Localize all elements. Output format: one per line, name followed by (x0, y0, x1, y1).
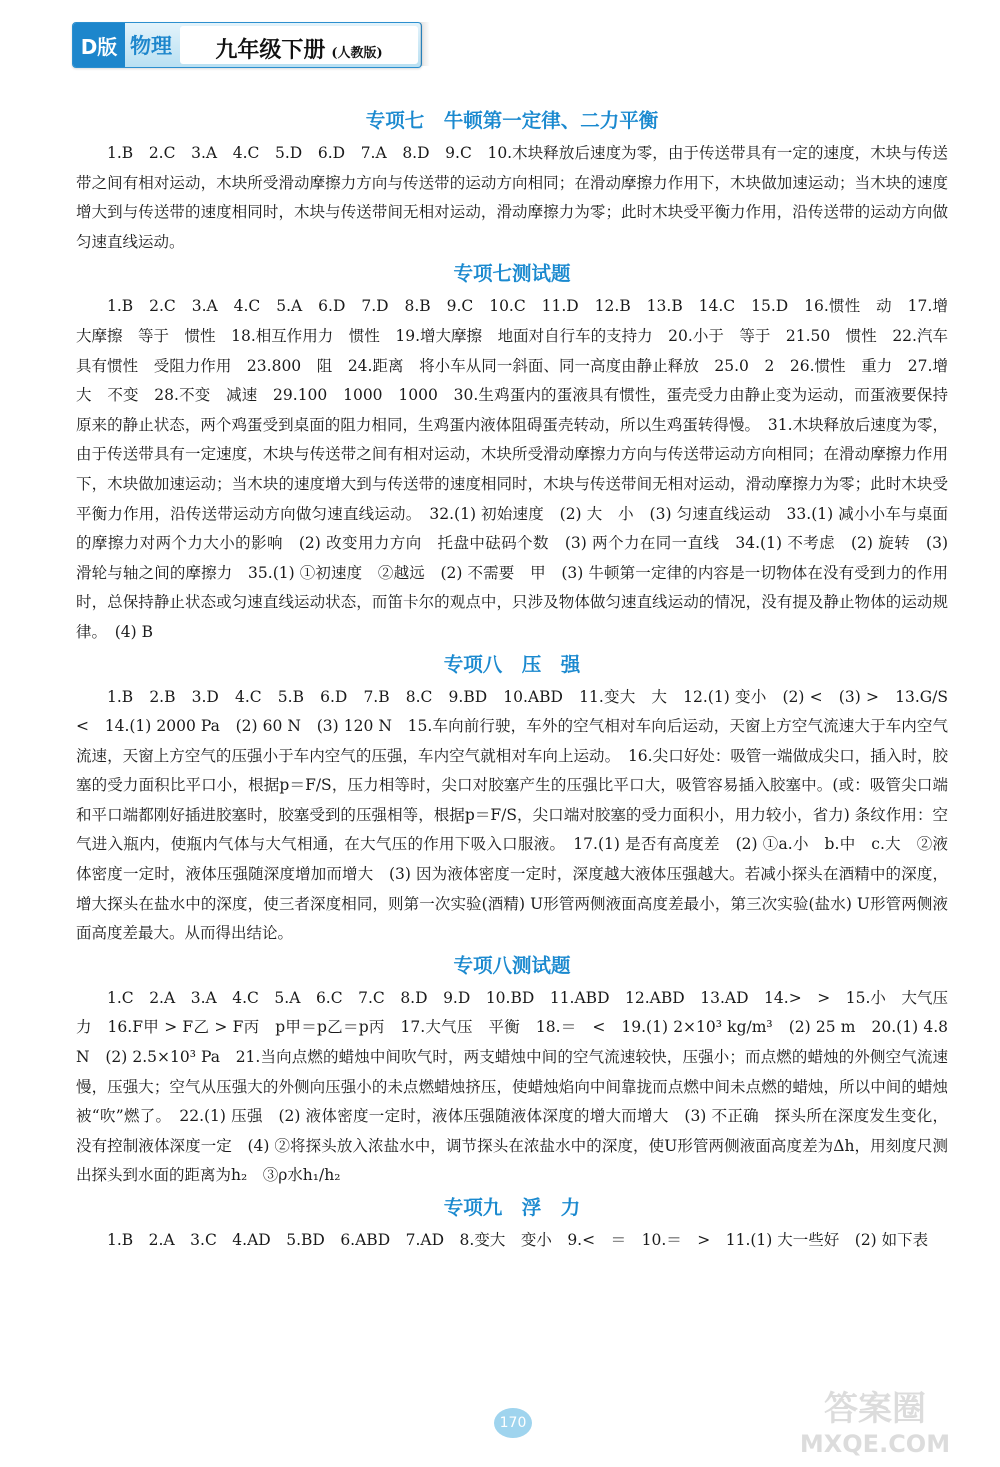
section-answers: 1.B 2.C 3.A 4.C 5.D 6.D 7.A 8.D 9.C 10.木块释放后速度为零，由于传送带具有一定的速度，木块与传送带之间有相对运动，木块所受滑动摩擦力方向与传送带的运动方向相同；在滑动摩擦力作用下，木块做加速运动；当木块的速度增大到与传送带的速度相同时，木块与传送带间无相对运动，滑动摩擦力为零；此时木块受平衡力作用，沿传送带的运动方向做匀速直线运动。 (76, 144, 948, 251)
section-title: 专项八 压 强 (443, 652, 581, 676)
section-title: 专项八测试题 (453, 953, 571, 977)
edition-badge: D版 (73, 23, 125, 67)
section-answers: 1.C 2.A 3.A 4.C 5.A 6.C 7.C 8.D 9.D 10.BD 11.ABD 12.ABD 13.AD 14.> > 15.小 大气压力 16.F甲 > F乙 > F丙 p甲＝p乙＝p丙 17.大气压 平衡 18.＝ < 19.(1) 2×10³ kg/m³ (2) 25 m 20.(1) 4.8 N (2) 2.5×10³ Pa 21.当向点燃的蜡烛中间吹气时，两支蜡烛中间的空气流速较快，压强小；而点燃的蜡烛的外侧空气流速慢，压强大；空气从压强大的外侧向压强小的未点燃蜡烛挤压，使蜡烛焰向中间靠拢而点燃中间未点燃的蜡烛，所以中间的蜡烛被“吹”燃了。 22.(1) 压强 (2) 液体密度一定时，液体压强随液体深度的增大而增大 (3) 不正确 探头所在深度发生变化，没有控制液体深度一定 (4) ②将探头放入浓盐水中，调节探头在浓盐水中的深度，使U形管两侧液面高度差为Δh，用刻度尺测出探头到水面的距离为h₂ ③ρ水h₁/h₂ (76, 988, 948, 1185)
section-title: 专项七测试题 (453, 262, 571, 286)
section-title: 专项九 浮 力 (443, 1196, 581, 1219)
watermark-en: MXQE.COM (799, 1430, 951, 1458)
version-label: (人教版) (331, 46, 383, 61)
section-8-test (76, 951, 948, 1191)
section-7 (76, 106, 948, 257)
section-answers: 1.B 2.A 3.C 4.AD 5.BD 6.ABD 7.AD 8.变大 变小 9.< ＝ 10.＝ > 11.(1) 大一些好 (2) 如下表 (107, 1231, 929, 1249)
header-banner (72, 22, 422, 68)
section-title: 专项七 牛顿第一定律、二力平衡 (365, 109, 659, 132)
section-8 (76, 650, 964, 949)
banner-shadow (420, 22, 430, 66)
watermark-logo (790, 1382, 960, 1458)
section-answers: 1.B 2.B 3.D 4.C 5.B 6.D 7.B 8.C 9.BD 10.ABD 11.变大 大 12.(1) 变小 (2) < (3) > 13.G/S < 14.(1) 2000 Pa (2) 60 N (3) 120 N 15.车向前行驶，车外的空气相对车向后运动，天窗上方空气流速大于车内空气流速，天窗上方空气的压强小于车内空气的压强，车内空气就相对车向上运动。 16.尖口好处：吸管一端做成尖口，插入时，胶塞的受力面积比平口小，根据p＝F/S，压力相等时，尖口对胶塞产生的压强比平口大，吸管容易插入胶塞中。(或：吸管尖口端和平口端都刚好插进胶塞时，胶塞受到的压强相等，根据p＝F/S，尖口端对胶塞的受力面积小，用力较小，省力) 条纹作用：空气进入瓶内，使瓶内气体与大气相通，在大气压的作用下吸入口服液。 17.(1) 是否有高度差 (2) ①a.小 b.中 c.大 ②液体密度一定时，液体压强随深度增加而增大 (3) 因为液体密度一定时，深度越大液体压强越大。若减小探头在酒精中的深度，增大探头在盐水中的深度，使三者深度相同，则第一次实验(酒精) U形管两侧液面高度差最小，第三次实验(盐水) U形管两侧液面高度差最大。从而得出结论。 (76, 687, 964, 943)
section-7-test (76, 259, 948, 647)
grade-label: 九年级下册 (215, 37, 326, 63)
answer-content (76, 104, 964, 1256)
page-number: 170 (494, 1408, 532, 1438)
subject-label: 物理 (130, 33, 172, 58)
section-answers: 1.B 2.C 3.A 4.C 5.A 6.D 7.D 8.B 9.C 10.C 11.D 12.B 13.B 14.C 15.D 16.惯性 动 17.增大摩擦 等于 惯性 18.相互作用力 惯性 19.增大摩擦 地面对自行车的支持力 20.小于 等于 21.50 惯性 22.汽车具有惯性 受阻力作用 23.800 阻 24.距离 将小车从同一斜面、同一高度由静止释放 25.0 2 26.惯性 重力 27.增大 不变 28.不变 减速 29.100 1000 1000 30.生鸡蛋内的蛋液具有惯性，蛋壳受力由静止变为运动，而蛋液要保持原来的静止状态，两个鸡蛋受到桌面的阻力相同，生鸡蛋内液体阻碍蛋壳转动，所以生鸡蛋转得慢。 31.木块释放后速度为零，由于传送带具有一定速度，木块与传送带之间有相对运动，木块所受滑动摩擦力方向与传送带运动方向相同；在滑动摩擦力作用下，木块做加速运动；当木块的速度增大到与传送带的速度相同时，木块与传送带间无相对运动，滑动摩擦力为零；此时木块受平衡力作用，沿传送带运动方向做匀速直线运动。 32.(1) 初始速度 (2) 大 小 (3) 匀速直线运动 33.(1) 减小小车与桌面的摩擦力对两个力大小的影响 (2) 改变用力方向 托盘中砝码个数 (3) 两个力在同一直线 34.(1) 不考虑 (2) 旋转 (3) 滑轮与轴之间的摩擦力 35.(1) ①初速度 ②越远 (2) 不需要 甲 (3) 牛顿第一定律的内容是一切物体在没有受到力的作用时，总保持静止状态或匀速直线运动状态，而笛卡尔的观点中，只涉及物体做匀速直线运动的情况，没有提及静止物体的运动规律。 (4) B (76, 297, 948, 641)
watermark-cn: 答案圈 (824, 1389, 926, 1429)
section-9 (76, 1193, 948, 1256)
grade-title (180, 26, 418, 64)
